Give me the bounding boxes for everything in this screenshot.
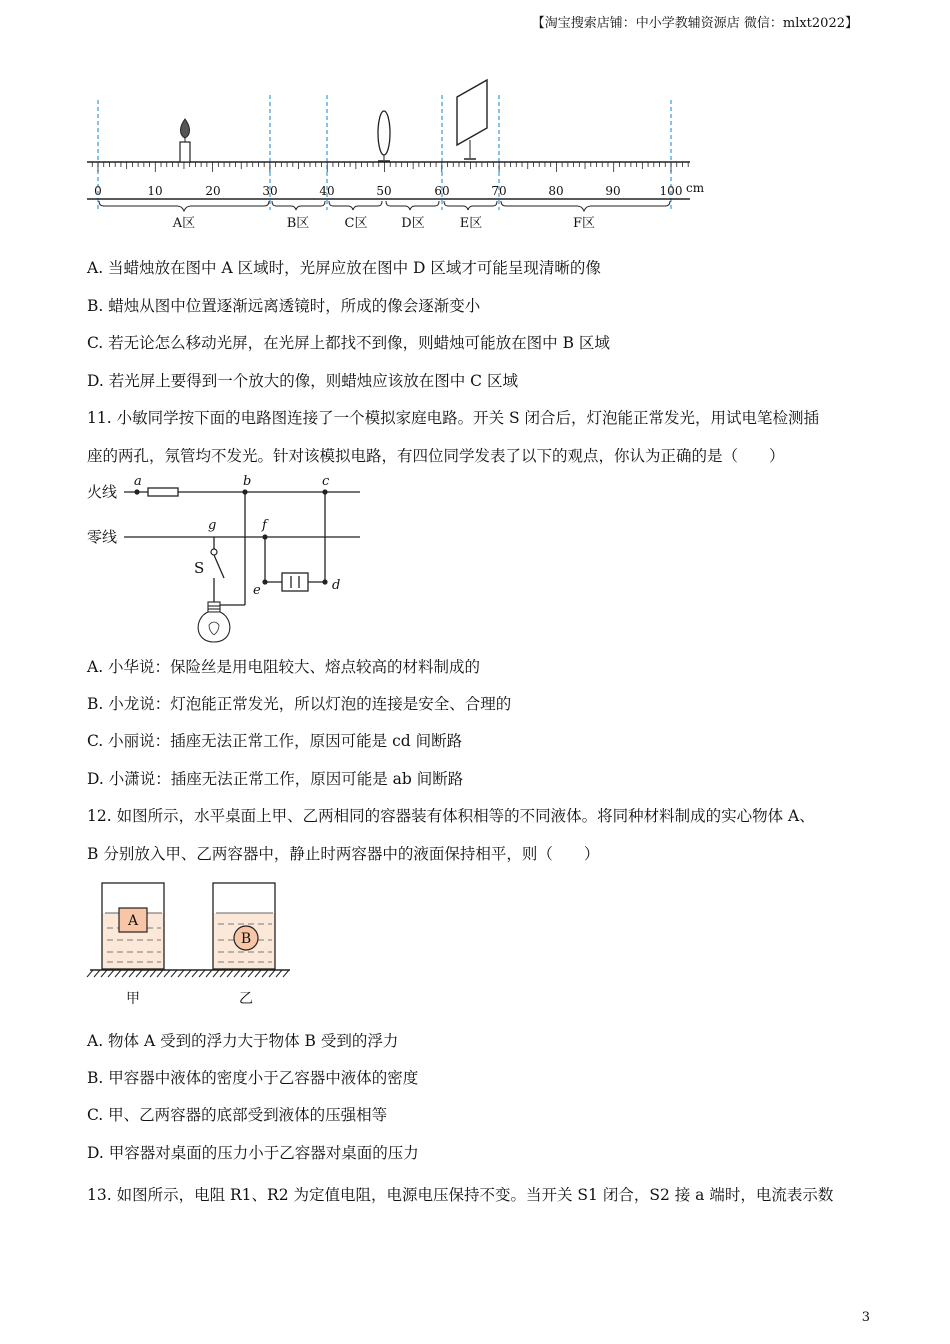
node-e: e [253,583,261,598]
table-hatch [143,970,149,977]
object-b-label: B [240,931,252,947]
q12-option-d: D. 甲容器对桌面的压力小于乙容器对桌面的压力 [87,1144,419,1162]
q12-option-b: B. 甲容器中液体的密度小于乙容器中液体的密度 [87,1069,419,1087]
screen-icon [457,80,487,159]
table-hatch [94,970,100,977]
node-f: f [262,518,267,533]
table-hatch [192,970,198,977]
q10-option-d: D. 若光屏上要得到一个放大的像，则蜡烛应该放在图中 C 区域 [87,372,518,390]
node-a: a [134,474,142,489]
node-g: g [208,518,217,533]
tick-label: 50 [376,184,392,198]
tick-label: 80 [548,184,564,198]
table-hatch [283,970,289,977]
tick-label: 60 [434,184,450,198]
zone-label: E区 [459,216,483,231]
table-hatch [234,970,240,977]
zone-label: A区 [172,216,196,231]
fuse-icon [148,488,178,496]
table-hatch [164,970,170,977]
switch-label: S [194,559,205,577]
zone-label: B区 [286,216,310,231]
table-hatch [248,970,254,977]
table-hatch [185,970,191,977]
tick-label: 0 [94,184,102,198]
table-hatch [262,970,268,977]
object-a-label: A [127,913,139,929]
socket-icon [282,573,308,591]
table-hatch [171,970,177,977]
zone-label: C区 [344,216,368,231]
neutral-wire-label: 零线 [87,528,118,546]
q12-stem-line2: B 分别放入甲、乙两容器中，静止时两容器中的液面保持相平，则（ ） [87,845,600,863]
table-hatch [199,970,205,977]
q11-stem-line1: 11. 小敏同学按下面的电路图连接了一个模拟家庭电路。开关 S 闭合后，灯泡能正常发光，用试电笔检测插 [87,409,820,427]
tick-label: 40 [319,184,335,198]
containers-figure [85,876,300,1011]
ruler-unit: cm [686,181,705,195]
q12-option-a: A. 物体 A 受到的浮力大于物体 B 受到的浮力 [87,1032,399,1050]
lens-icon [378,111,390,161]
q11-option-a: A. 小华说：保险丝是用电阻较大、熔点较高的材料制成的 [87,658,481,676]
q10-option-b: B. 蜡烛从图中位置逐渐远离透镜时，所成的像会逐渐变小 [87,297,481,315]
table-hatch [276,970,282,977]
q12-option-c: C. 甲、乙两容器的底部受到液体的压强相等 [87,1106,388,1124]
bulb-icon [198,602,230,642]
table-hatch [87,970,93,977]
zone-label: D区 [401,216,425,231]
table-hatch [241,970,247,977]
candle-icon [180,119,190,162]
container-left-label: 甲 [126,991,140,1007]
table-hatch [213,970,219,977]
q13-stem-line1: 13. 如图所示，电阻 R1、R2 为定值电阻，电源电压保持不变。当开关 S1 闭合，S2 接 a 端时，电流表示数 [87,1186,834,1204]
zone-label: F区 [572,216,596,231]
table-hatch [122,970,128,977]
table-hatch [178,970,184,977]
q11-option-c: C. 小丽说：插座无法正常工作，原因可能是 cd 间断路 [87,732,463,750]
tick-label: 10 [147,184,163,198]
table-hatch [206,970,212,977]
tick-label: 90 [605,184,621,198]
tick-label: 70 [491,184,507,198]
q11-stem-line2: 座的两孔，氖管均不发光。针对该模拟电路，有四位同学发表了以下的观点，你认为正确的是（ ） [87,447,785,465]
page-header: 【淘宝搜索店铺：中小学教辅资源店 微信：mlxt2022】 [531,16,858,31]
live-wire-label: 火线 [87,483,118,501]
optics-bench-figure [82,75,722,235]
table-hatch [255,970,261,977]
household-circuit-figure [82,472,372,647]
container-right-label: 乙 [239,991,253,1007]
node-b: b [243,474,252,489]
table-hatch [136,970,142,977]
page-number: 3 [861,1310,870,1325]
q12-stem-line1: 12. 如图所示，水平桌面上甲、乙两相同的容器装有体积相等的不同液体。将同种材料制成的实心物体 A、 [87,807,815,825]
table-hatch [115,970,121,977]
table-hatch [108,970,114,977]
node-c: c [322,474,330,489]
tick-label: 100 [659,184,683,198]
table-hatch [157,970,163,977]
tick-label: 30 [262,184,278,198]
table-hatch [227,970,233,977]
table-hatch [220,970,226,977]
tick-label: 20 [205,184,221,198]
q11-option-b: B. 小龙说：灯泡能正常发光，所以灯泡的连接是安全、合理的 [87,695,512,713]
table-hatch [101,970,107,977]
table-hatch [269,970,275,977]
node-d: d [332,578,341,593]
q11-option-d: D. 小潇说：插座无法正常工作，原因可能是 ab 间断路 [87,770,464,788]
q10-option-c: C. 若无论怎么移动光屏，在光屏上都找不到像，则蜡烛可能放在图中 B 区域 [87,334,610,352]
q10-option-a: A. 当蜡烛放在图中 A 区域时，光屏应放在图中 D 区域才可能呈现清晰的像 [87,259,601,277]
table-hatch [150,970,156,977]
table-hatch [129,970,135,977]
